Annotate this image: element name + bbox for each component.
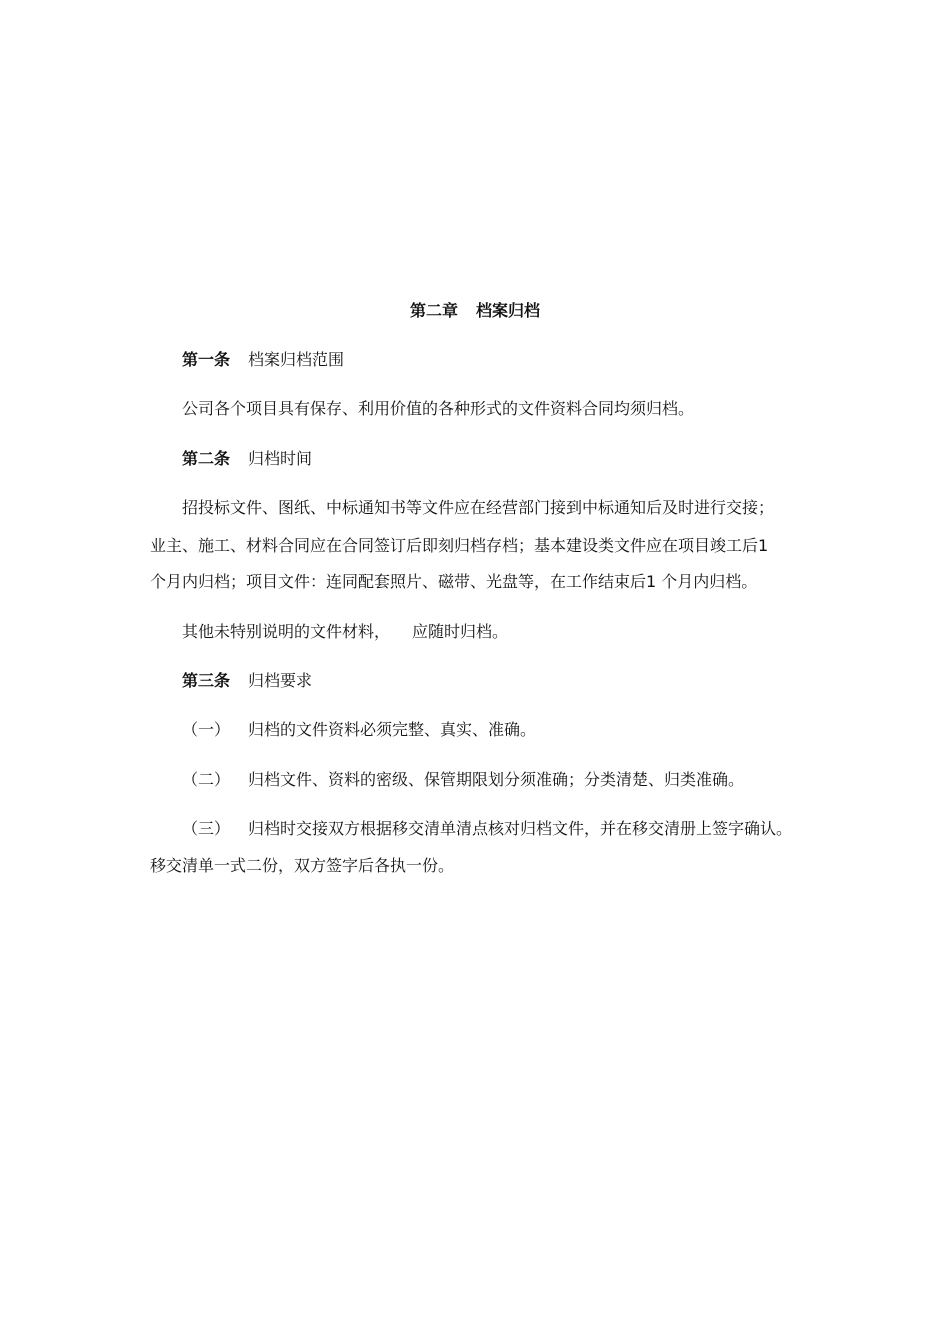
requirement-item-3-text-line-2: 移交清单一式二份，双方签字后各执一份。 <box>150 856 455 875</box>
article-3-heading <box>182 670 312 692</box>
article-2-paragraph-2 <box>182 621 508 643</box>
article-2-paragraph-1-line-2: 业主、施工、材料合同应在合同签订后即刻归档存档；基本建设类文件应在项目竣工后1 <box>150 536 769 555</box>
article-2-paragraph-2-part-1: 其他未特别说明的文件材料， <box>182 622 391 641</box>
article-2-paragraph-2-part-2: 应随时归档。 <box>412 622 509 641</box>
requirement-item-1-text: 归档的文件资料必须完整、真实、准确。 <box>248 720 537 739</box>
article-1-title: 档案归档范围 <box>248 350 345 369</box>
requirement-item-1 <box>182 719 536 741</box>
article-2-number: 第二条 <box>182 449 231 468</box>
article-3-number: 第三条 <box>182 671 231 690</box>
requirement-item-3-text-line-1: 归档时交接双方根据移交清单清点核对归档文件，并在移交清册上签字确认。 <box>248 819 793 838</box>
requirement-item-2 <box>182 769 744 791</box>
article-2-paragraph-1-line-1: 招投标文件、图纸、中标通知书等文件应在经营部门接到中标通知后及时进行交接； <box>182 498 775 517</box>
article-2-paragraph-1-line-3: 个月内归档；项目文件：连同配套照片、磁带、光盘等，在工作结束后1 个月内归档。 <box>150 572 758 591</box>
requirement-item-3 <box>182 818 792 840</box>
article-3-title: 归档要求 <box>248 671 313 690</box>
chapter-title <box>0 300 950 322</box>
article-1-paragraph: 公司各个项目具有保存、利用价值的各种形式的文件资料合同均须归档。 <box>182 399 695 418</box>
chapter-number: 第二章 <box>409 301 458 320</box>
requirement-item-2-marker: （二） <box>182 770 231 789</box>
chapter-name: 档案归档 <box>476 301 541 320</box>
article-2-heading <box>182 448 312 470</box>
requirement-item-2-text: 归档文件、资料的密级、保管期限划分须准确；分类清楚、归类准确。 <box>248 770 745 789</box>
article-2-title: 归档时间 <box>248 449 313 468</box>
requirement-item-3-marker: （三） <box>182 819 231 838</box>
requirement-item-1-marker: （一） <box>182 720 231 739</box>
article-1-heading <box>182 349 344 371</box>
article-1-number: 第一条 <box>182 350 231 369</box>
